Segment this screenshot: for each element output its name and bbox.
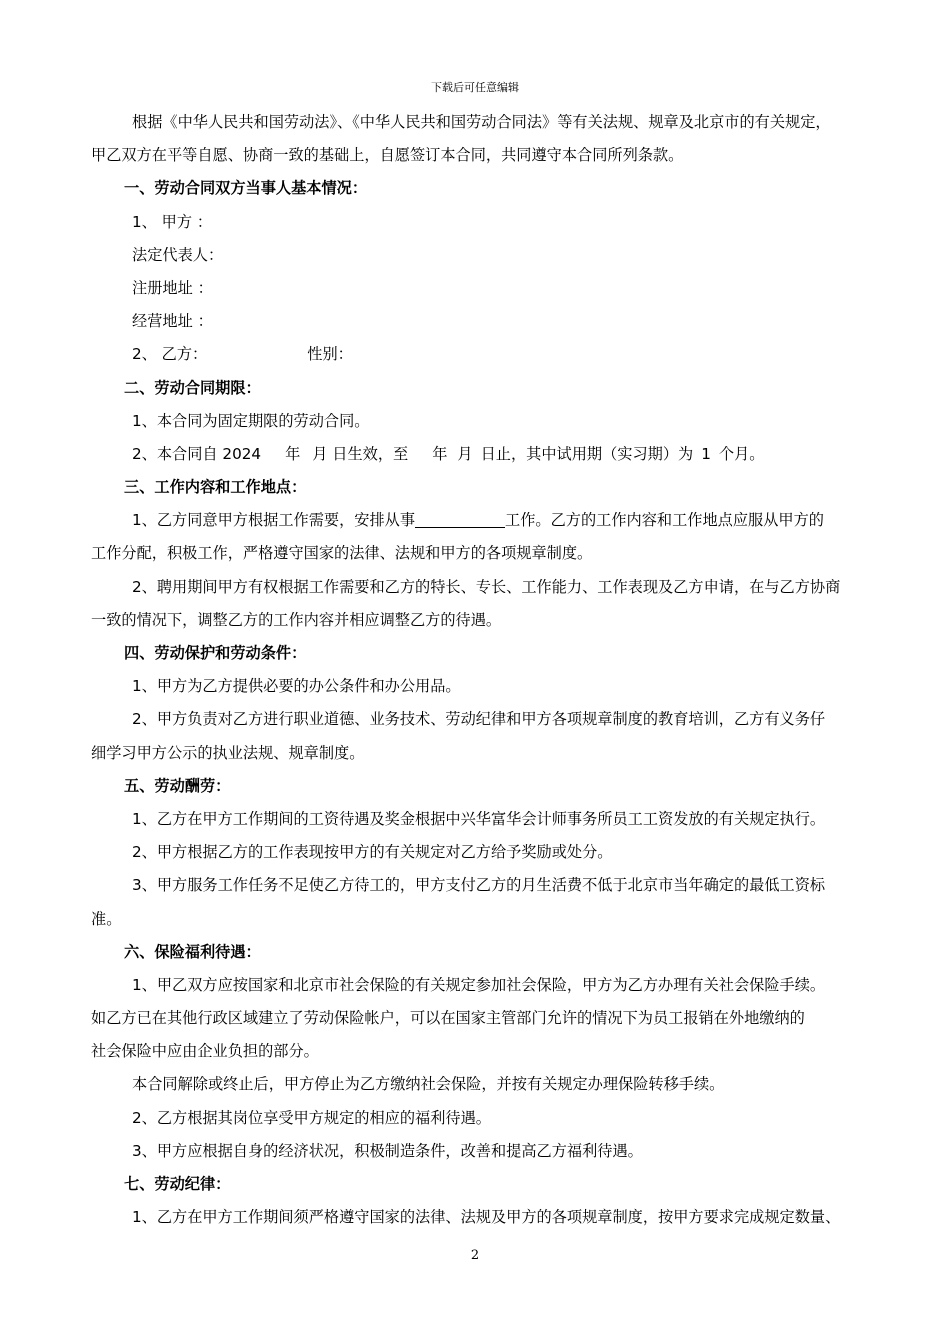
protection-item-2-cont: 细学习甲方公示的执业法规、规章制度。 xyxy=(91,743,365,762)
section-7-title: 七、劳动纪律： xyxy=(124,1175,231,1193)
section-3-title: 三、工作内容和工作地点： xyxy=(124,478,307,497)
term-item-2 xyxy=(91,438,885,471)
term-item-1: 1、本合同为固定期限的劳动合同。 xyxy=(132,411,370,430)
insurance-item-1-cont-2: 社会保险中应由企业负担的部分。 xyxy=(91,1042,319,1061)
work-text-a: 1、乙方同意甲方根据工作需要，安排从事 xyxy=(132,511,416,530)
party-b-row xyxy=(91,338,885,371)
term-text-h: 个月。 xyxy=(718,444,765,463)
legal-rep-label: 法定代表人： xyxy=(132,245,224,264)
work-item-2-cont: 一致的情况下，调整乙方的工作内容并相应调整乙方的待遇。 xyxy=(91,610,502,629)
term-text-e: 月 xyxy=(457,444,473,463)
intro-line-1: 根据《中华人民共和国劳动法》、《中华人民共和国劳动合同法》等有关法规、规章及北京市的有关规定， xyxy=(132,113,831,131)
probation-months: 1 xyxy=(701,444,711,463)
party-b-label: 2、 乙方： xyxy=(132,345,208,364)
section-2-title: 二、劳动合同期限： xyxy=(124,378,261,397)
work-item-1 xyxy=(91,504,885,537)
contract-body xyxy=(91,106,885,1234)
protection-item-2: 2、甲方负责对乙方进行职业道德、业务技术、劳动纪律和甲方各项规章制度的教育培训，乙方有义务仔 xyxy=(132,710,826,729)
biz-addr-label: 经营地址 ： xyxy=(132,312,213,331)
job-blank xyxy=(415,511,505,528)
gender-label: 性别： xyxy=(307,345,353,364)
party-a-label: 1、 甲方 ： xyxy=(132,212,213,231)
insurance-item-1-cont-1: 如乙方已在其他行政区域建立了劳动保险帐户，可以在国家主管部门允许的情况下为员工报销在外地缴纳的 xyxy=(91,1009,805,1028)
term-text-b: 年 xyxy=(285,444,301,463)
protection-item-1: 1、甲方为乙方提供必要的办公条件和办公用品。 xyxy=(132,677,461,696)
pay-item-3-cont: 准。 xyxy=(91,909,122,928)
insurance-item-2: 2、乙方根据其岗位享受甲方规定的相应的福利待遇。 xyxy=(132,1108,491,1127)
insurance-item-3: 3、甲方应根据自身的经济状况，积极制造条件，改善和提高乙方福利待遇。 xyxy=(132,1141,643,1160)
page-header: 下载后可任意编辑 xyxy=(431,81,519,94)
term-text-f: 日止，其中试用期（实习期）为 xyxy=(480,444,694,463)
intro-line-2: 甲乙双方在平等自愿、协商一致的基础上，自愿签订本合同，共同遵守本合同所列条款。 xyxy=(91,146,684,165)
term-text-d: 年 xyxy=(432,444,448,463)
insurance-item-1: 1、甲乙双方应按国家和北京市社会保险的有关规定参加社会保险，甲方为乙方办理有关社会保险手续。 xyxy=(132,975,826,994)
reg-addr-label: 注册地址 ： xyxy=(132,278,213,297)
work-text-b: 工作。乙方的工作内容和工作地点应服从甲方的 xyxy=(505,511,824,530)
term-text-c: 月 日生效，至 xyxy=(312,444,409,463)
work-item-2: 2、聘用期间甲方有权根据工作需要和乙方的特长、专长、工作能力、工作表现及乙方申请，在与乙方协商 xyxy=(132,577,841,596)
insurance-note: 本合同解除或终止后，甲方停止为乙方缴纳社会保险，并按有关规定办理保险转移手续。 xyxy=(132,1075,725,1094)
pay-item-2: 2、甲方根据乙方的工作表现按甲方的有关规定对乙方给予奖励或处分。 xyxy=(132,843,613,862)
term-text-a: 2、本合同自 2024 xyxy=(132,444,262,463)
work-item-1-cont: 工作分配，积极工作，严格遵守国家的法律、法规和甲方的各项规章制度。 xyxy=(91,544,593,563)
pay-item-3: 3、甲方服务工作任务不足使乙方待工的，甲方支付乙方的月生活费不低于北京市当年确定的最低工资标 xyxy=(132,876,826,895)
page-number: 2 xyxy=(470,1248,480,1263)
discipline-item-1: 1、乙方在甲方工作期间须严格遵守国家的法律、法规及甲方的各项规章制度，按甲方要求完成规定数量、 xyxy=(132,1208,841,1227)
section-5-title: 五、劳动酬劳： xyxy=(124,776,231,795)
pay-item-1: 1、乙方在甲方工作期间的工资待遇及奖金根据中兴华富华会计师事务所员工工资发放的有关规定执行。 xyxy=(132,809,826,828)
section-4-title: 四、劳动保护和劳动条件： xyxy=(124,644,307,662)
section-1-title: 一、劳动合同双方当事人基本情况： xyxy=(124,179,367,198)
section-6-title: 六、保险福利待遇： xyxy=(124,942,261,961)
